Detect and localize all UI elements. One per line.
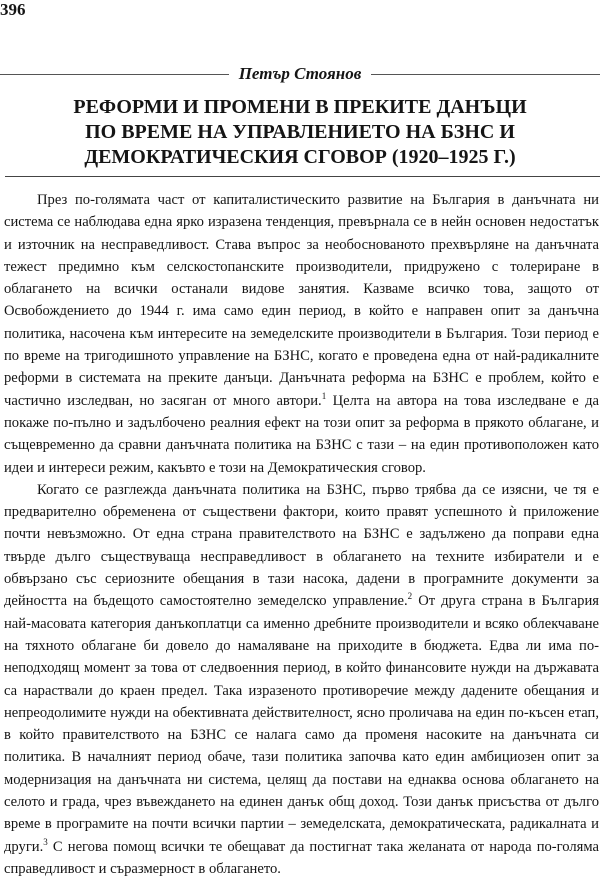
header-rule-right bbox=[371, 74, 600, 75]
article-title-line: ПО ВРЕМЕ НА УПРАВЛЕНИЕТО НА БЗНС И bbox=[85, 121, 515, 143]
footnote-ref[interactable]: 2 bbox=[407, 591, 413, 602]
header-rule-left bbox=[0, 74, 229, 75]
article-title bbox=[0, 95, 600, 170]
paragraph-text: Целта на автора на това изследване е да покаже по-пълно и задълбочено реалния ефект на този опит за реформа в прякото облагане, и същевременно да сравни данъчната политика на БЗНС с тази – на един противоположен като идеи и интереси режим, какъвто е този на Демократическия сговор. bbox=[4, 392, 599, 476]
paragraph-text: С негова помощ всички те обещават да постигнат така желаната от народа по-голяма справедливост и съразмерност в облагането. bbox=[4, 838, 599, 877]
paragraph-text: От друга страна в България най-масовата категория данъкоплатци са именно дребните производители и всяко облекчаване на тяхното облагане би довело до намаляване на приходите в бюджета. Едва ли има по-неподходящ момент за това от следвоенния период, в който финансовите нужди на държавата са нараствали до краен предел. Така изразеното противоречие между дадените обещания и непреодолимите нужди на обективната действителност, ясно проличава на един по-късен етап, в който правителството на БЗНС се налага само да променя насоките на данъчната си политика. В началният период обаче, тази политика започва като един амбициозен опит за модернизация на данъчната ни система, целящ да постави на еднаква основа облагането на селото и града, чрез въвеждането на единен данък общ доход. Този данък присъства от дълго време в програмите на почти всички партии – земеделската, демократическата, радикалната и други. bbox=[4, 593, 599, 855]
paragraph bbox=[4, 479, 599, 880]
footnote-ref[interactable]: 1 bbox=[321, 390, 327, 401]
footnote-ref[interactable]: 3 bbox=[43, 836, 48, 847]
paragraph-text: Когато се разглежда данъчната политика на БЗНС, първо трябва да се изясни, че тя е предварително обременена от съществени фактори, които правят успешното ѝ приложение почти невъзможно. От една страна правителството на БЗНС е задължено да поправи една твърде дълго съществуваща несправедливост в облагането на техните избиратели и е обвързано със сериозните обещания в тази насока, дадени в програмните документи за дейността на бъдещото самостоятелно земеделско управление. bbox=[4, 481, 599, 610]
paragraph-text: През по-голямата част от капиталистическито развитие на България в данъчната ни система се наблюдава една ярко изразена тенденция, превърнала се в нейн основен недостатък и източник на несправедливост. Става въпрос за необоснованото прехвърляне на данъчната тежест предимно към селскостопанските производители, придружено с толериране в облагането на всички останали видове занятия. Казваме всичко това, защото от Освобождението до 1944 г. има само един период, в който е направен опит за данъчна политика, насочена към интересите на земеделските производители в България. Този период е по време на тригодишното управление на БЗНС, когато е проведена една от най-радикалните реформи в системата на преките данъци. Данъчната реформа на БЗНС е проблем, който е частично изследван, но засяган от много автори. bbox=[4, 192, 599, 409]
page-number: 396 bbox=[0, 0, 26, 19]
article-body bbox=[4, 189, 599, 880]
article-title-line: РЕФОРМИ И ПРОМЕНИ В ПРЕКИТЕ ДАНЪЦИ bbox=[73, 96, 527, 118]
article-title-line: ДЕМОКРАТИЧЕСКИЯ СГОВОР (1920–1925 Г.) bbox=[84, 146, 516, 168]
paragraph bbox=[4, 189, 599, 479]
running-header bbox=[0, 64, 600, 84]
title-divider-rule bbox=[5, 176, 600, 177]
running-header-author: Петър Стоянов bbox=[238, 64, 362, 83]
